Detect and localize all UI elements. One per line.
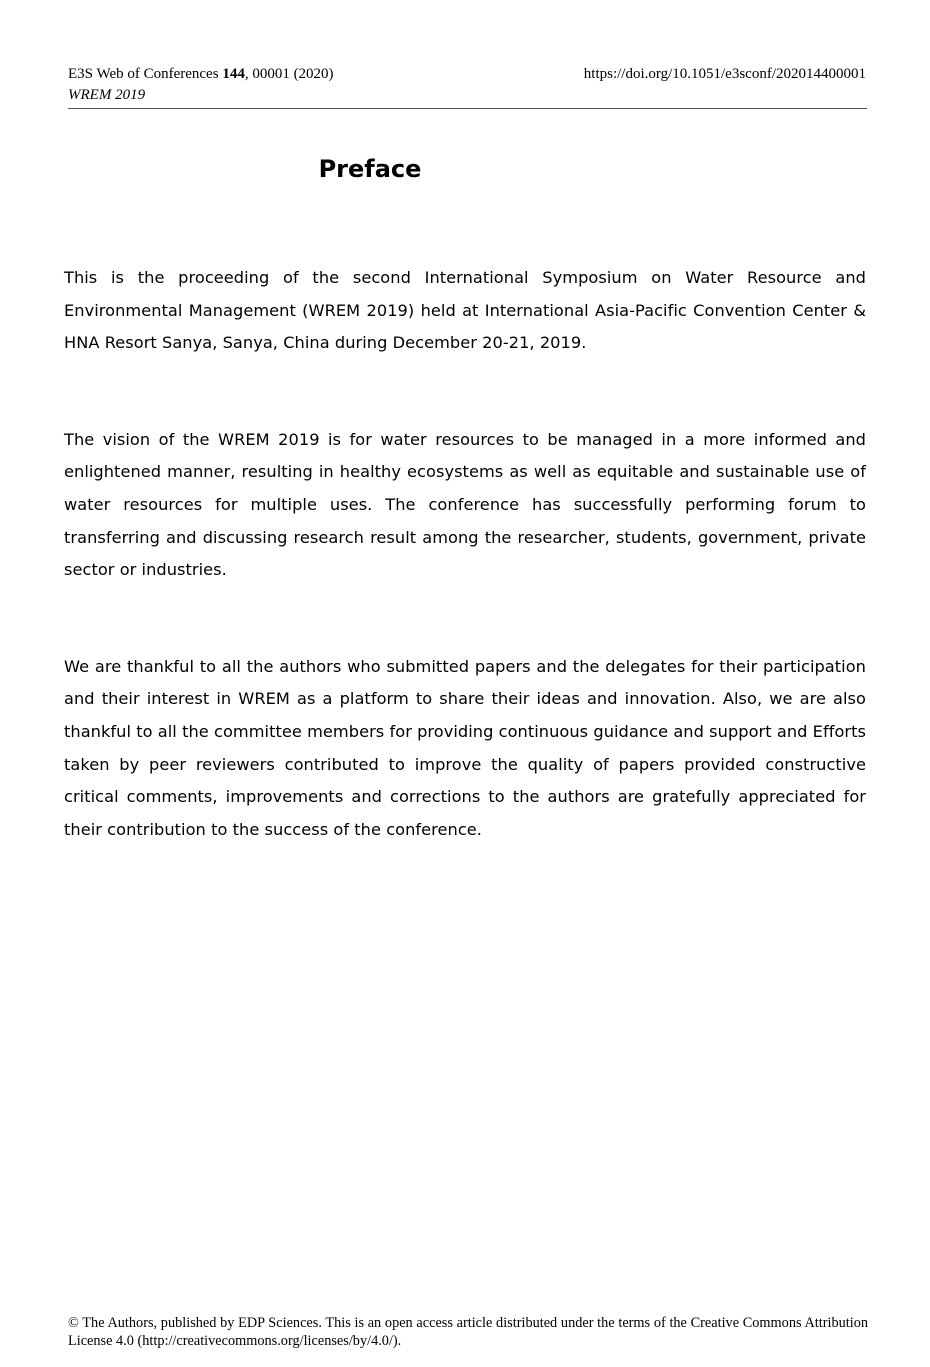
license-footer: © The Authors, published by EDP Sciences. This is an open access article distributed under the terms of the Creative Commons Attribution License 4.0 (http://creativecommons.org/licenses/by/4.0/). — [68, 1315, 868, 1349]
article-number: , 00001 (2020) — [244, 66, 334, 82]
paragraph-vision: The vision of the WREM 2019 is for water resources to be managed in a more informed and enlightened manner, resulting in healthy ecosystems as well as equitable and sustainable use of water resources for multiple uses. The conference has successfully performing forum to transferring and discussing research result among the researcher, students, government, private sector or industries. — [64, 429, 866, 580]
doi-link[interactable]: https://doi.org/10.1051/e3sconf/202014400001 — [583, 66, 866, 82]
conference-venue: WREM 2019 — [68, 87, 146, 103]
paragraph-intro: This is the proceeding of the second International Symposium on Water Resource and Environmental Management (WREM 2019) held at International Asia-Pacific Convention Center & HNA Resort Sanya, Sanya, China during December 20-21, 2019. — [64, 268, 866, 353]
header-divider — [68, 108, 867, 109]
page-title: Preface — [318, 155, 422, 183]
journal-citation — [68, 64, 334, 85]
header-top-row — [68, 64, 866, 85]
paragraph-thanks: We are thankful to all the authors who submitted papers and the delegates for their participation and their interest in WREM as a platform to share their ideas and innovation. Also, we are also thankful to all the committee members for providing continuous guidance and support and Efforts taken by peer reviewers contributed to improve the quality of papers provided constructive critical comments, improvements and corrections to the authors are gratefully appreciated for their contribution to the success of the conference. — [64, 656, 866, 839]
volume-number: 144 — [222, 66, 245, 82]
page-header — [68, 64, 866, 106]
preface-body — [64, 262, 866, 846]
journal-name: E3S Web of Conferences — [68, 66, 223, 82]
